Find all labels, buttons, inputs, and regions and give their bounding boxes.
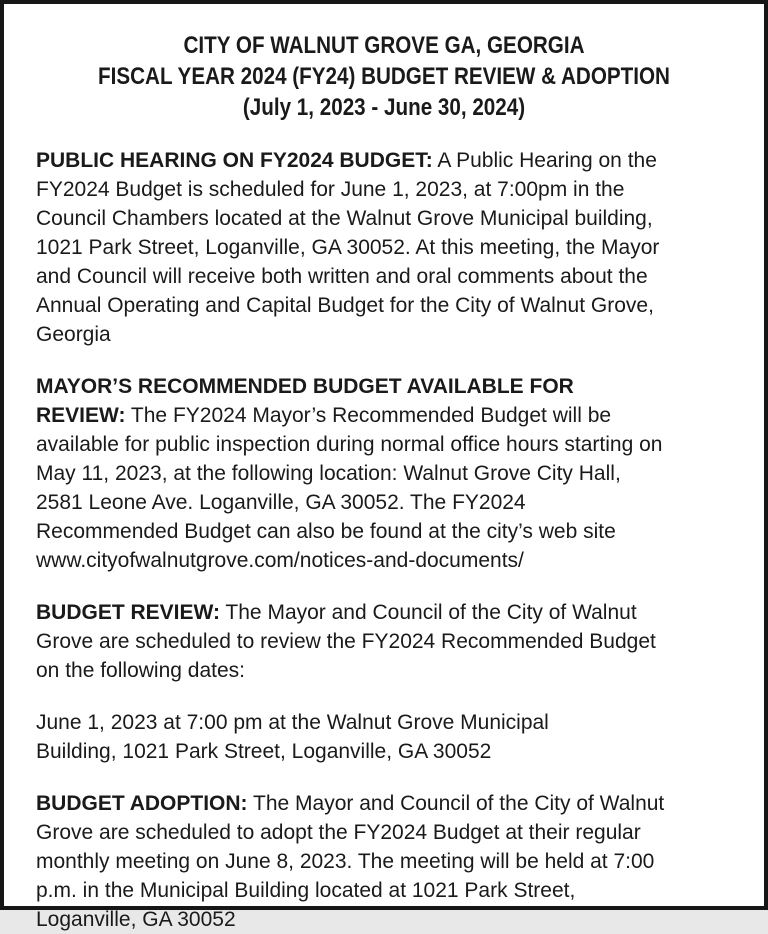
text-line (36, 146, 746, 175)
paragraph-budget-adoption (36, 789, 746, 934)
paragraph-body-text: Council Chambers located at the Walnut Grove Municipal building, (36, 207, 653, 230)
text-line (36, 175, 746, 204)
notice-title-line-3: (July 1, 2023 - June 30, 2024) (242, 94, 526, 121)
text-line (36, 708, 746, 737)
paragraph-body-text: Building, 1021 Park Street, Loganville, GA 30052 (36, 740, 492, 763)
paragraph-body-text: Recommended Budget can also be found at the city’s web site (36, 520, 616, 543)
paragraph-body-text: and Council will receive both written and oral comments about the (36, 265, 648, 288)
paragraph-body-text: on the following dates: (36, 659, 245, 682)
notice-header (36, 30, 732, 123)
text-line (36, 656, 746, 685)
paragraph-body-text: The FY2024 Mayor’s Recommended Budget will be (125, 404, 612, 427)
paragraph-lead-text: PUBLIC HEARING ON FY2024 BUDGET: (36, 149, 433, 172)
notice-body (36, 146, 746, 934)
text-line (36, 401, 746, 430)
text-line (36, 546, 746, 575)
text-line (36, 320, 746, 349)
paragraph-body-text: Georgia (36, 323, 111, 346)
paragraph-body-text: 1021 Park Street, Loganville, GA 30052. At this meeting, the Mayor (36, 236, 660, 259)
text-line (36, 233, 746, 262)
text-line (36, 262, 746, 291)
paragraph-body-text: A Public Hearing on the (432, 149, 657, 172)
paragraph-body-text: Grove are scheduled to adopt the FY2024 Budget at their regular (36, 821, 641, 844)
text-line (36, 627, 746, 656)
text-line (36, 737, 746, 766)
paragraph-lead-text: BUDGET ADOPTION: (36, 792, 248, 815)
paragraph-body-text: FY2024 Budget is scheduled for June 1, 2023, at 7:00pm in the (36, 178, 625, 201)
notice-title-line-2: FISCAL YEAR 2024 (FY24) BUDGET REVIEW & ADOPTION (98, 63, 670, 90)
text-line (36, 517, 746, 546)
text-line (36, 430, 746, 459)
paragraph-body-text: p.m. in the Municipal Building located at 1021 Park Street, (36, 879, 576, 902)
text-line (36, 291, 746, 320)
paragraph-lead-text: MAYOR’S RECOMMENDED BUDGET AVAILABLE FOR (36, 375, 574, 398)
paragraph-review-dates (36, 708, 746, 766)
paragraph-public-hearing (36, 146, 746, 349)
paragraph-body-text: Annual Operating and Capital Budget for the City of Walnut Grove, (36, 294, 654, 317)
paragraph-body-text: Grove are scheduled to review the FY2024 Recommended Budget (36, 630, 656, 653)
text-line (36, 818, 746, 847)
paragraph-lead-text: REVIEW: (36, 404, 126, 427)
paragraph-body-text: The Mayor and Council of the City of Walnut (219, 601, 637, 624)
paragraph-body-text: June 1, 2023 at 7:00 pm at the Walnut Grove Municipal (36, 711, 549, 734)
paragraph-body-text: monthly meeting on June 8, 2023. The meeting will be held at 7:00 (36, 850, 655, 873)
paragraph-recommended-budget-available (36, 372, 746, 575)
text-line (36, 789, 746, 818)
text-line (36, 459, 746, 488)
text-line (36, 847, 746, 876)
text-line (36, 204, 746, 233)
text-line (36, 598, 746, 627)
paragraph-budget-review (36, 598, 746, 685)
text-line (36, 876, 746, 905)
paragraph-body-text: 2581 Leone Ave. Loganville, GA 30052. The FY2024 (36, 491, 526, 514)
notice-title-line-1: CITY OF WALNUT GROVE GA, GEORGIA (183, 32, 585, 59)
paragraph-lead-text: BUDGET REVIEW: (36, 601, 220, 624)
text-line (36, 905, 746, 934)
text-line (36, 488, 746, 517)
paragraph-body-text: The Mayor and Council of the City of Walnut (247, 792, 665, 815)
text-line (36, 372, 746, 401)
paragraph-body-text: www.cityofwalnutgrove.com/notices-and-documents/ (36, 549, 524, 572)
paragraph-body-text: Loganville, GA 30052 (36, 908, 236, 931)
paragraph-body-text: available for public inspection during normal office hours starting on (36, 433, 663, 456)
paragraph-body-text: May 11, 2023, at the following location: Walnut Grove City Hall, (36, 462, 621, 485)
